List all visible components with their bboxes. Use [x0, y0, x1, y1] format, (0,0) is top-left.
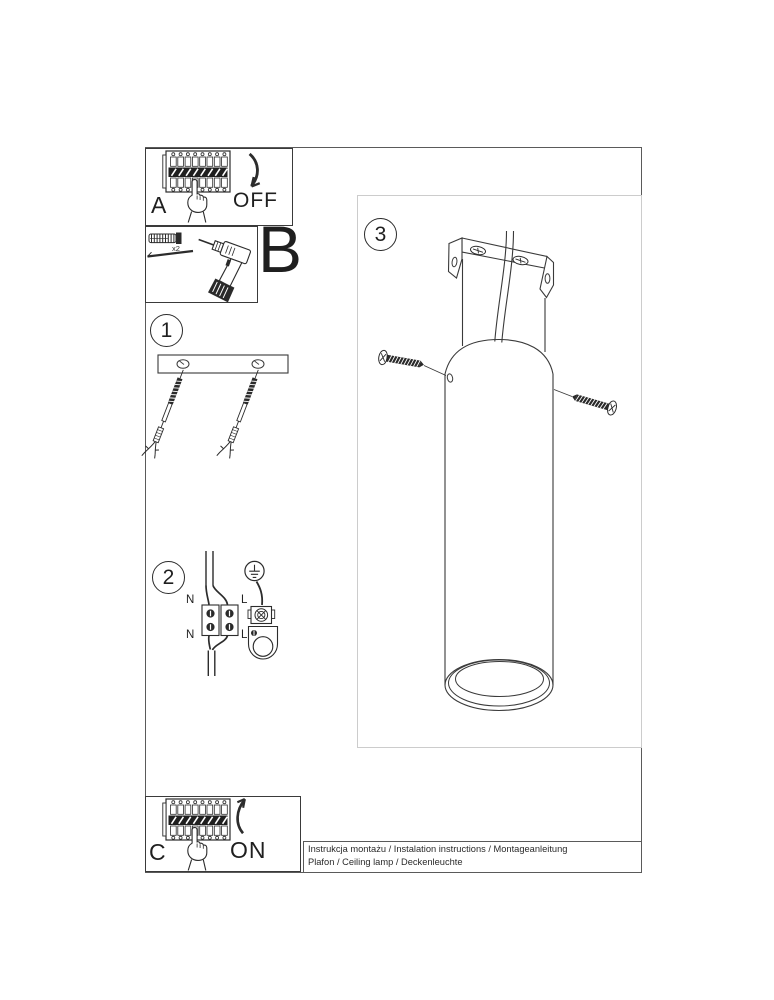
wall-plug-quantity: x2: [172, 243, 180, 253]
wire-live-label-bottom: L: [241, 629, 248, 641]
panel-c-label: C: [149, 839, 166, 865]
mounting-bar: [158, 355, 288, 373]
fixing-screw-left-icon: [378, 350, 446, 376]
ground-terminal: [248, 582, 278, 660]
step-1-number: 1: [150, 314, 183, 347]
wire-neutral-label-bottom: N: [186, 629, 195, 641]
panel-b-label: B: [258, 212, 303, 286]
power-on-label: ON: [230, 837, 267, 863]
wire-neutral-label-top: N: [186, 594, 195, 606]
screw-anchor-right: [217, 367, 264, 461]
wall-plug-icon: [149, 233, 182, 245]
footer-title-line2: Plafon / Ceiling lamp / Deckenleuchte: [308, 856, 463, 867]
power-off-label: OFF: [233, 189, 278, 212]
terminal-block: [202, 551, 238, 676]
lamp-cylinder: [445, 340, 553, 711]
panel-a-label: A: [151, 192, 167, 218]
wire-live-label-top: L: [241, 594, 248, 606]
mounting-bracket: [449, 238, 554, 352]
fixing-screw-right-icon: [554, 390, 618, 417]
drill-icon: [182, 232, 251, 303]
footer-title-line1: Instrukcja montażu / Instalation instructions / Montageanleitung: [308, 844, 568, 854]
screw-anchor-left: [142, 367, 189, 461]
arrow-off-icon: [250, 154, 260, 187]
step-2-number: 2: [152, 561, 185, 594]
ground-symbol-icon: [245, 561, 264, 580]
drill-bit-icon: [148, 251, 194, 257]
step-3-number: 3: [364, 218, 397, 251]
arrow-on-icon: [237, 799, 244, 833]
